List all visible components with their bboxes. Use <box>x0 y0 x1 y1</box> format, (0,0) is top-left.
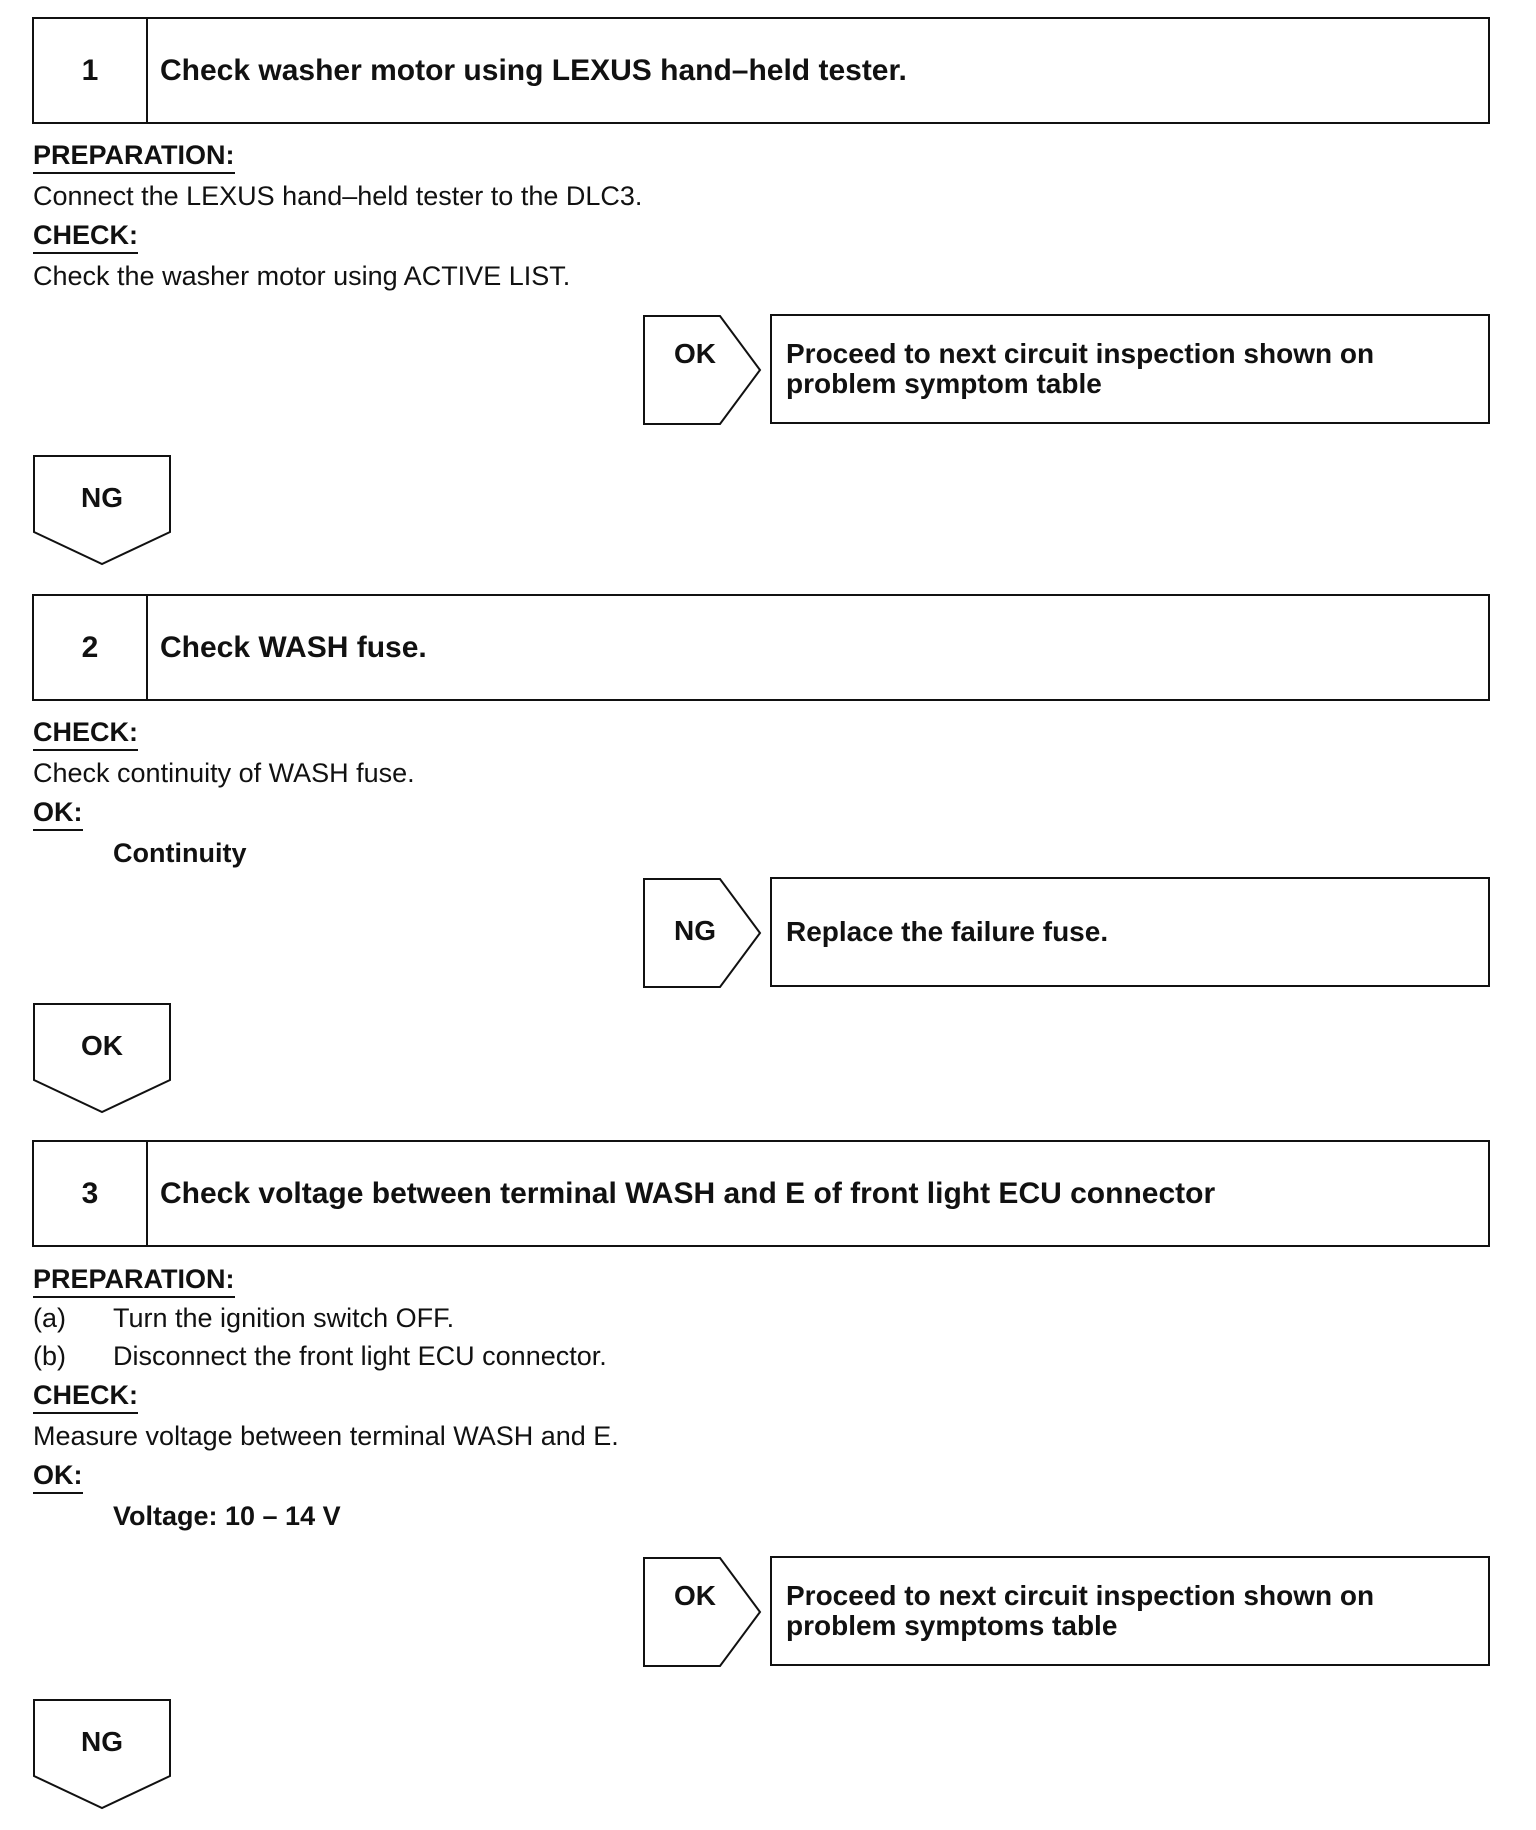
step-2-next-arrow <box>32 1002 172 1114</box>
step-1-number: 1 <box>34 19 148 122</box>
step-3-next-label: NG <box>81 1726 123 1757</box>
step-3-preparation-item-a <box>33 1302 454 1334</box>
step-3-preparation-label: PREPARATION: <box>33 1264 235 1298</box>
chevron-right-icon <box>642 1556 762 1668</box>
chevron-right-icon <box>642 314 762 426</box>
step-3-check-label: CHECK: <box>33 1380 138 1414</box>
step-2-check-text: Check continuity of WASH fuse. <box>33 758 415 788</box>
step-1-next-arrow <box>32 454 172 566</box>
step-1-branch-arrow <box>642 314 762 426</box>
step-2-next-label: OK <box>81 1030 123 1061</box>
step-3-next-arrow <box>32 1698 172 1810</box>
list-marker: (a) <box>33 1303 66 1333</box>
step-3-ok-value: Voltage: 10 – 14 V <box>113 1501 341 1531</box>
step-3-ok-label: OK: <box>33 1460 83 1494</box>
step-1-preparation-text: Connect the LEXUS hand–held tester to the DLC3. <box>33 181 643 211</box>
step-2-branch-arrow <box>642 877 762 989</box>
step-2-number: 2 <box>34 596 148 699</box>
step-2-branch-label: NG <box>674 915 716 946</box>
step-1-title: Check washer motor using LEXUS hand–held tester. <box>160 53 907 87</box>
step-3-check-text: Measure voltage between terminal WASH and E. <box>33 1421 619 1451</box>
step-2-title: Check WASH fuse. <box>160 630 427 664</box>
step-1-check-label: CHECK: <box>33 220 138 254</box>
step-1-preparation-label: PREPARATION: <box>33 140 235 174</box>
step-3-number: 3 <box>34 1142 148 1245</box>
step-3-branch-arrow <box>642 1556 762 1668</box>
list-item-text: Turn the ignition switch OFF. <box>113 1303 455 1333</box>
step-1-header <box>32 17 1490 124</box>
step-3-branch-result: Proceed to next circuit inspection shown on problem symptoms table <box>770 1556 1490 1666</box>
step-2-header <box>32 594 1490 701</box>
step-3-branch-label: OK <box>674 1580 716 1611</box>
step-1-check-text: Check the washer motor using ACTIVE LIST. <box>33 261 571 291</box>
step-1-next-label: NG <box>81 482 123 513</box>
step-2-ok-label: OK: <box>33 797 83 831</box>
step-3-preparation-item-b <box>33 1340 607 1372</box>
step-2-ok-value: Continuity <box>113 838 247 868</box>
step-3-header <box>32 1140 1490 1247</box>
step-2-check-label: CHECK: <box>33 717 138 751</box>
step-1-branch-label: OK <box>674 338 716 369</box>
step-2-branch-result: Replace the failure fuse. <box>770 877 1490 987</box>
list-item-text: Disconnect the front light ECU connector. <box>113 1341 607 1371</box>
step-3-title: Check voltage between terminal WASH and E of front light ECU connector <box>160 1176 1216 1210</box>
step-1-branch-result: Proceed to next circuit inspection shown on problem symptom table <box>770 314 1490 424</box>
list-marker: (b) <box>33 1341 66 1371</box>
